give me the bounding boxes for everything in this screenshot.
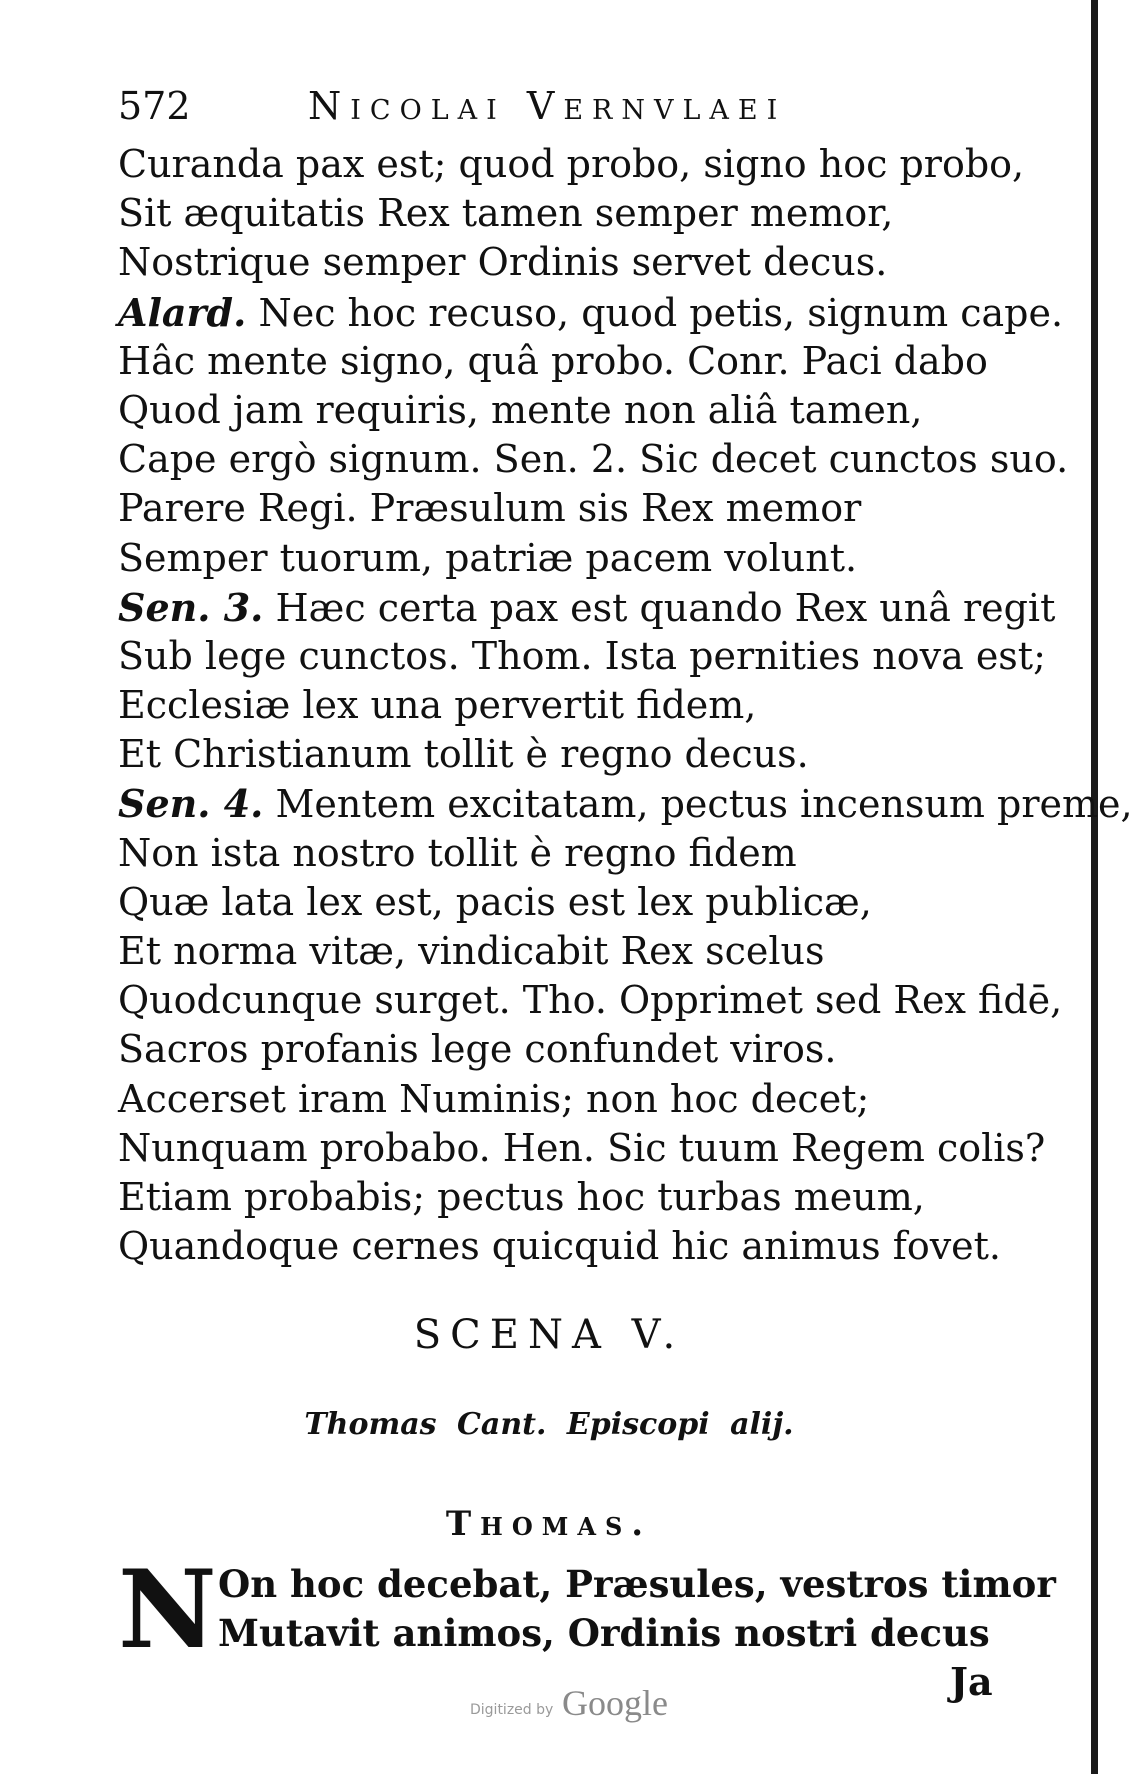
verse-line: Sit æquitatis Rex tamen semper memor, [118,191,894,236]
verse-line: On hoc decebat, Præsules, vestros timor [218,1562,1056,1606]
verse-line: Parere Regi. Præsulum sis Rex memor [118,486,862,531]
drop-cap: N [118,1547,217,1673]
digitized-by-label: Digitized by [470,1702,554,1718]
verse-line: Hâc mente signo, quâ probo. Conr. Paci dabo [118,338,988,383]
verse-line: Ecclesiæ lex una pervertit fidem, [118,683,757,728]
speaker-label: Alard. [118,289,247,335]
verse-line: Quæ lata lex est, pacis est lex publicæ, [118,879,872,924]
verse-line: Nunquam probabo. Hen. Sic tuum Regem colis? [118,1125,1046,1170]
catchword: Ja [950,1659,993,1704]
verse-line: Accerset iram Numinis; non hoc decet; [118,1076,870,1121]
verse-line: Semper tuorum, patriæ pacem volunt. [118,535,858,580]
verse-line: Nostrique semper Ordinis servet decus. [118,240,888,285]
verse-line: Quandoque cernes quicquid hic animus fovet. [118,1224,1001,1269]
verse-line: Curanda pax est; quod probo, signo hoc probo, [118,142,1025,186]
verse-line: Quod jam requiris, mente non aliâ tamen, [118,387,923,432]
verse-line: Non ista nostro tollit è regno fidem [118,830,797,875]
verse-line: Sen. 3. Hæc certa pax est quando Rex unâ regit [118,584,1056,630]
verse-line: Sen. 4. Mentem excitatam, pectus incensum preme, [118,781,1133,827]
page-number: 572 [118,84,191,128]
google-logo: Google [562,1683,668,1723]
verse-block [118,140,1133,1271]
speaker-label: Sen. 3. [118,584,264,630]
scene-persons: Thomas Cant. Episcopi alij. [304,1407,794,1442]
verse-line: Cape ergò signum. Sen. 2. Sic decet cunctos suo. [118,437,1069,482]
verse-line: Etiam probabis; pectus hoc turbas meum, [118,1174,925,1219]
digitized-watermark [470,1682,710,1730]
verse-line: Sub lege cunctos. Thom. Ista pernities nova est; [118,633,1046,678]
verse-line: Et norma vitæ, vindicabit Rex scelus [118,929,825,973]
speaker-label: Sen. 4. [118,781,264,827]
speaker-heading: Thomas. [445,1504,653,1544]
verse-line: Sacros profanis lege confundet viros. [118,1027,837,1072]
running-title: Nicolai Vernvlaei [308,84,787,128]
verse-line: Alard. Nec hoc recuso, quod petis, signum cape. [118,289,1064,335]
verse-line: Mutavit animos, Ordinis nostri decus [218,1611,990,1656]
verse-line: Quodcunque surget. Tho. Opprimet sed Rex fidē, [118,978,1063,1023]
opening-verses [218,1560,1056,1658]
page-header [118,80,1018,132]
verse-line: Et Christianum tollit è regno decus. [118,732,809,777]
scene-heading: SCENA V. [413,1312,685,1358]
